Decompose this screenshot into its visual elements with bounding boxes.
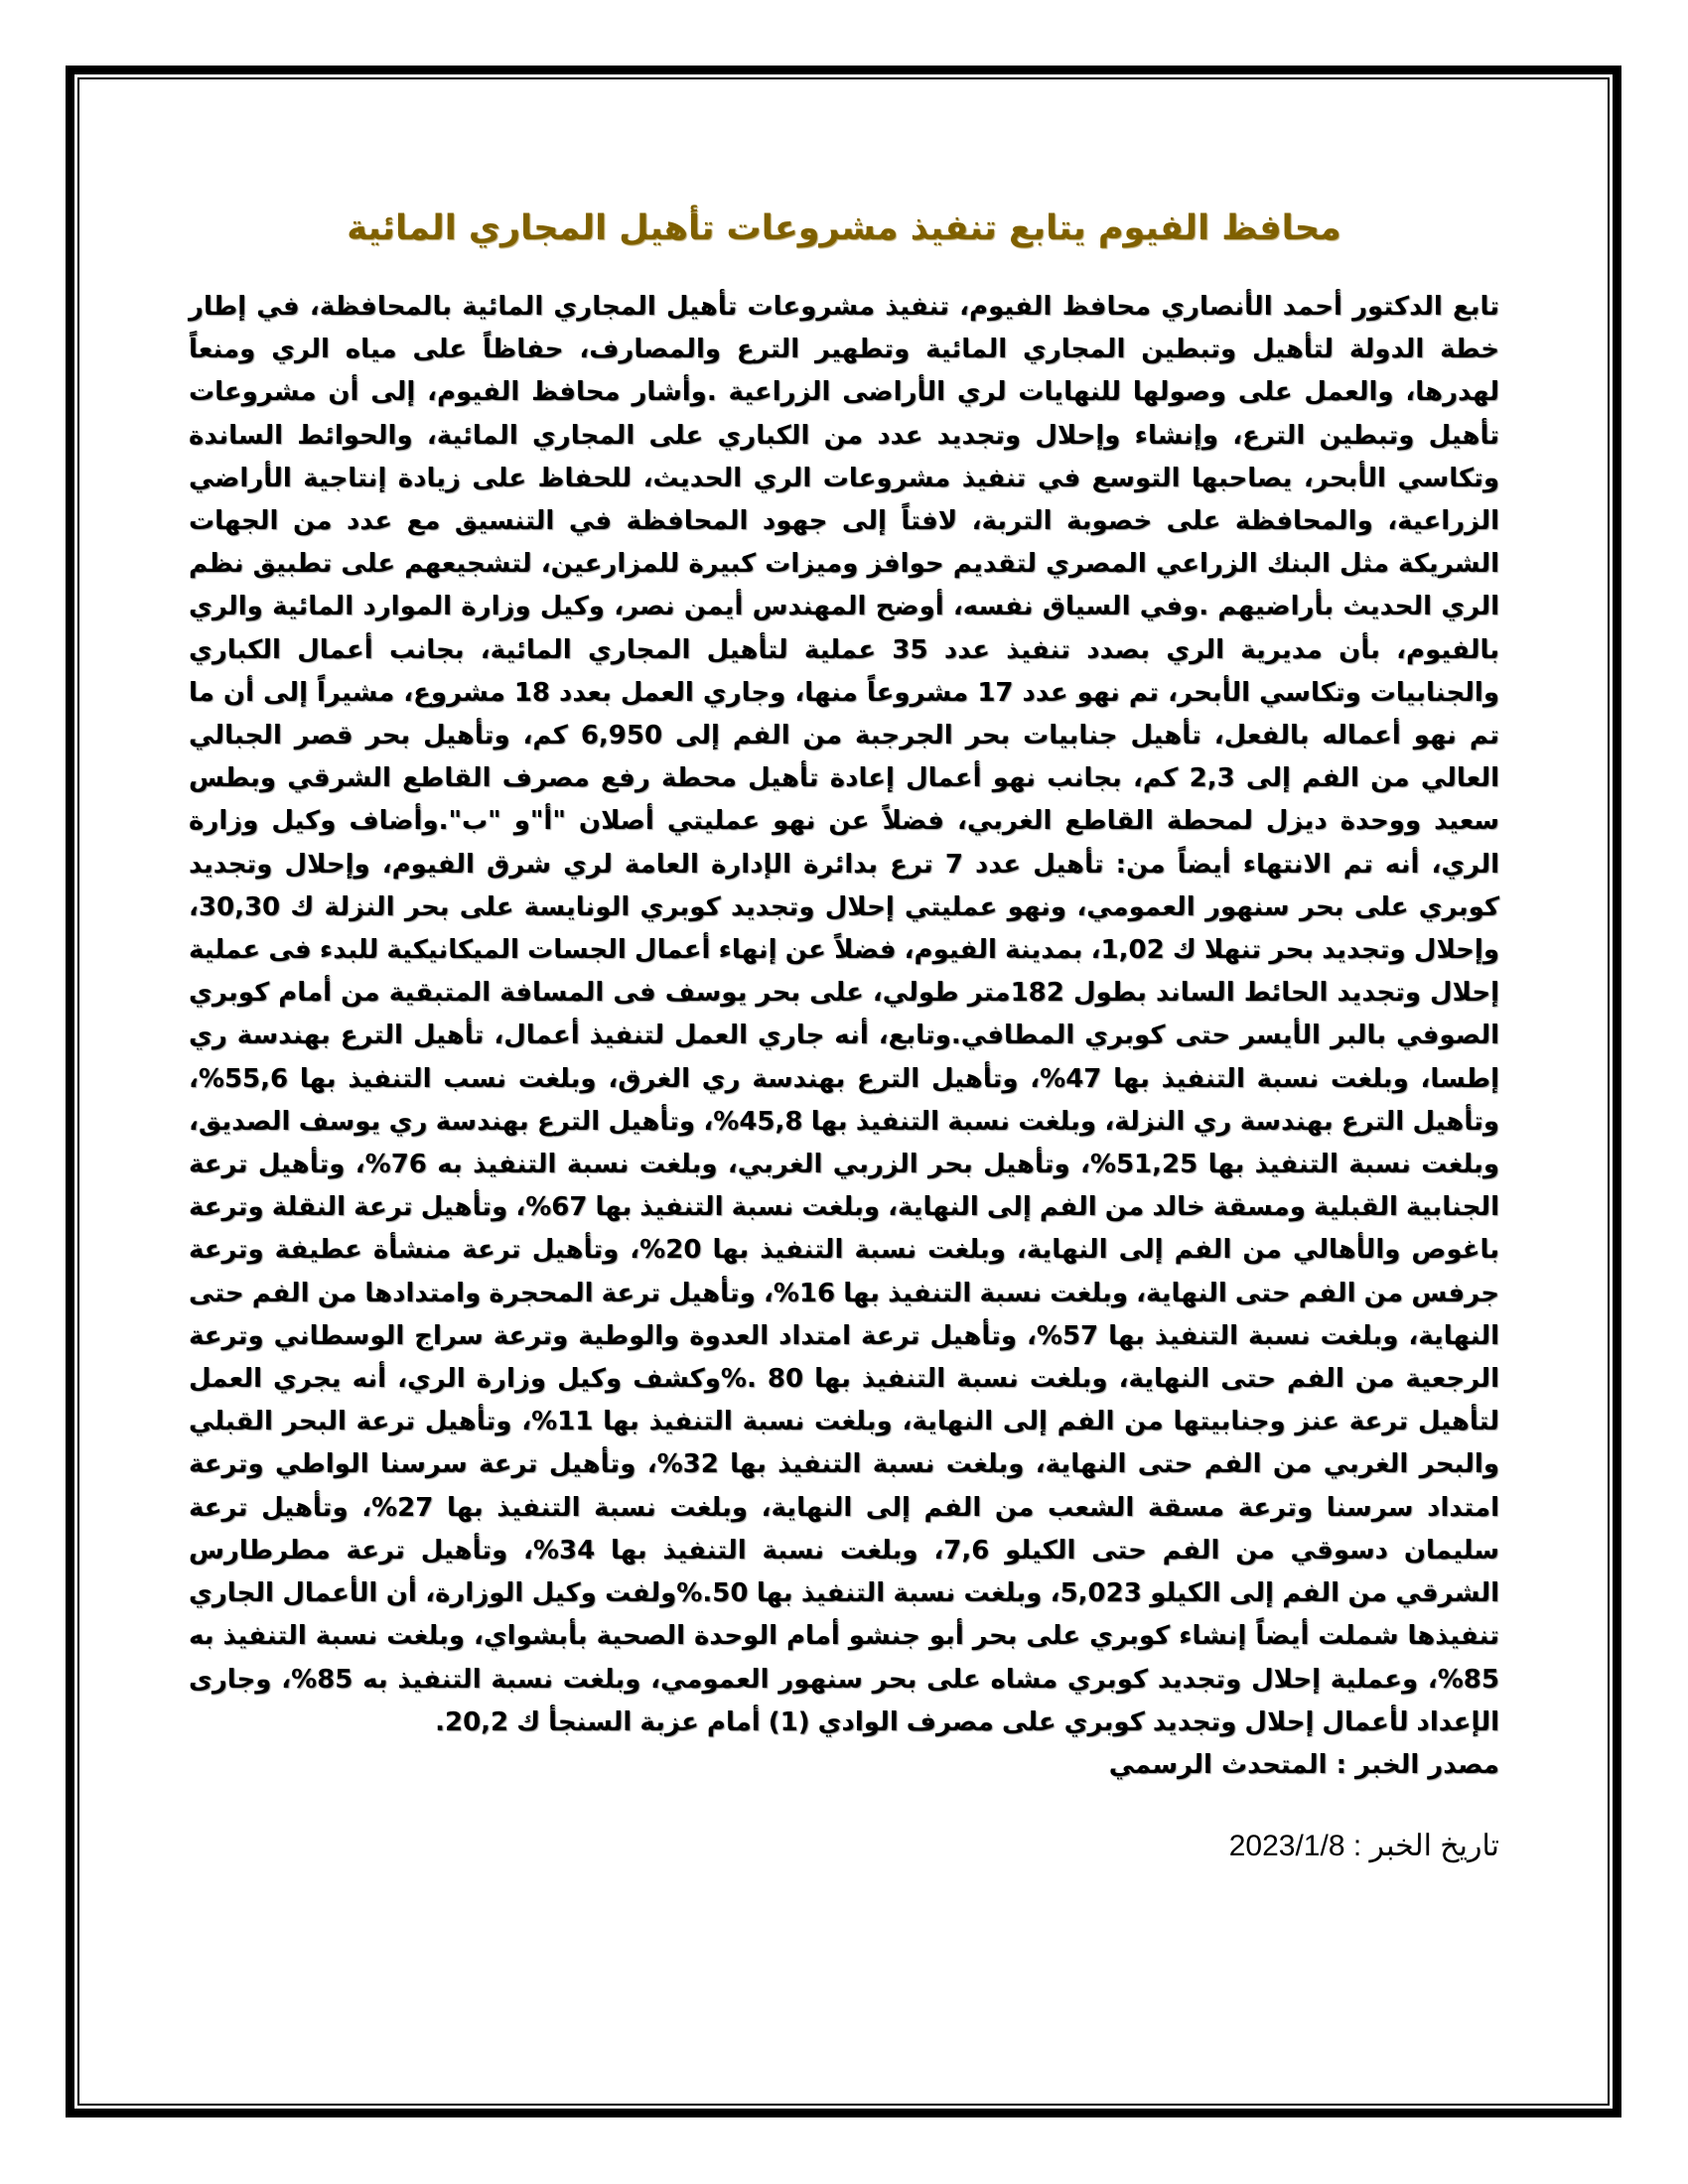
article-body: تابع الدكتور أحمد الأنصاري محافظ الفيوم، تنفيذ مشروعات تأهيل المجاري المائية بالمحافظة، في إطار خطة الدولة لتأهيل وتبطين المجاري المائية وتطهير الترع والمصارف، حفاظاً على مياه الري ومنعاً لهدرها، والعمل على وصولها للنهايات لري الأراضى الزراعية .وأشار محافظ الفيوم، إلى أن مشروعات تأهيل وتبطين الترع، وإنشاء وإحلال وتجديد عدد من الكباري على المجاري المائية، والحوائط الساندة وتكاسي الأبحر، يصاحبها التوسع في تنفيذ مشروعات الري الحديث، للحفاظ على زيادة إنتاجية الأراضي الزراعية، والمحافظة على خصوبة التربة، لافتاً إلى جهود المحافظة في التنسيق مع عدد من الجهات الشريكة مثل البنك الزراعي المصري لتقديم حوافز وميزات كبيرة للمزارعين، لتشجيعهم على تطبيق نظم الري الحديث بأراضيهم .وفي السياق نفسه، أوضح المهندس أيمن نصر، وكيل وزارة الموارد المائية والري بالفيوم، بأن مديرية الري بصدد تنفيذ عدد 35 عملية لتأهيل المجاري المائية، بجانب أعمال الكباري والجنابيات وتكاسي الأبحر، تم نهو عدد 17 مشروعاً منها، وجاري العمل بعدد 18 مشروع، مشيراً إلى أن ما تم نهو أعماله بالفعل، تأهيل جنابيات بحر الجرجبة من الفم إلى 6,950 كم، وتأهيل بحر قصر الجبالي العالي من الفم إلى 2,3 كم، بجانب نهو أعمال إعادة تأهيل محطة رفع مصرف القاطع الشرقي وبطس سعيد ووحدة ديزل لمحطة القاطع الغربي، فضلاً عن نهو عمليتي أصلان "أ"و "ب".وأضاف وكيل وزارة الري، أنه تم الانتهاء أيضاً من: تأهيل عدد 7 ترع بدائرة الإدارة العامة لري شرق الفيوم، وإحلال وتجديد كوبري على بحر سنهور العمومي، ونهو عمليتي إحلال وتجديد كوبري الونايسة على بحر النزلة ك 30,30، وإحلال وتجديد بحر تنهلا ك 1,02، بمدينة الفيوم، فضلاً عن إنهاء أعمال الجسات الميكانيكية للبدء فى عملية إحلال وتجديد الحائط الساند بطول 182متر طولي، على بحر يوسف فى المسافة المتبقية من أمام كوبري الصوفي بالبر الأيسر حتى كوبري المطافي.وتابع، أنه جاري العمل لتنفيذ أعمال، تأهيل الترع بهندسة ري إطسا، وبلغت نسبة التنفيذ بها 47%، وتأهيل الترع بهندسة ري الغرق، وبلغت نسب التنفيذ بها 55,6%، وتأهيل الترع بهندسة ري النزلة، وبلغت نسبة التنفيذ بها 45,8%، وتأهيل الترع بهندسة ري يوسف الصديق، وبلغت نسبة التنفيذ بها 51,25%، وتأهيل بحر الزربي الغربي، وبلغت نسبة التنفيذ به 76%، وتأهيل ترعة الجنابية القبلية ومسقة خالد من الفم إلى النهاية، وبلغت نسبة التنفيذ بها 67%، وتأهيل ترعة النقلة وترعة باغوص والأهالي من الفم إلى النهاية، وبلغت نسبة التنفيذ بها 20%، وتأهيل ترعة منشأة عطيفة وترعة جرفس من الفم حتى النهاية، وبلغت نسبة التنفيذ بها 16%، وتأهيل ترعة المحجرة وامتدادها من الفم حتى النهاية، وبلغت نسبة التنفيذ بها 57%، وتأهيل ترعة امتداد العدوة والوطية وترعة سراج الوسطاني وترعة الرجعية من الفم حتى النهاية، وبلغت نسبة التنفيذ بها 80 .%وكشف وكيل وزارة الري، أنه يجري العمل لتأهيل ترعة عنز وجنابيتها من الفم إلى النهاية، وبلغت نسبة التنفيذ بها 11%، وتأهيل ترعة البحر القبلي والبحر الغربي من الفم حتى النهاية، وبلغت نسبة التنفيذ بها 32%، وتأهيل ترعة سرسنا الواطي وترعة امتداد سرسنا وترعة مسقة الشعب من الفم إلى النهاية، وبلغت نسبة التنفيذ بها 27%، وتأهيل ترعة سليمان دسوقي من الفم حتى الكيلو 7,6، وبلغت نسبة التنفيذ بها 34%، وتأهيل ترعة مطرطارس الشرقي من الفم إلى الكيلو 5,023، وبلغت نسبة التنفيذ بها 50.%ولفت وكيل الوزارة، أن الأعمال الجاري تنفيذها شملت أيضاً إنشاء كوبري على بحر أبو جنشو أمام الوحدة الصحية بأبشواي، وبلغت نسبة التنفيذ به 85%، وعملية إحلال وتجديد كوبري مشاه على بحر سنهور العمومي، وبلغت نسبة التنفيذ به 85%، وجارى الإعداد لأعمال إحلال وتجديد كوبري على مصرف الوادي (1) أمام عزبة السنجأ ك 20,2. [189, 292, 1500, 1737]
news-article [189, 189, 1499, 1867]
article-title: محافظ الفيوم يتابع تنفيذ مشروعات تأهيل المجاري المائية [347, 208, 1341, 248]
article-date: تاريخ الخبر : 2023/1/8 [1228, 1829, 1499, 1862]
article-source: مصدر الخبر : المتحدث الرسمي [1108, 1749, 1499, 1780]
